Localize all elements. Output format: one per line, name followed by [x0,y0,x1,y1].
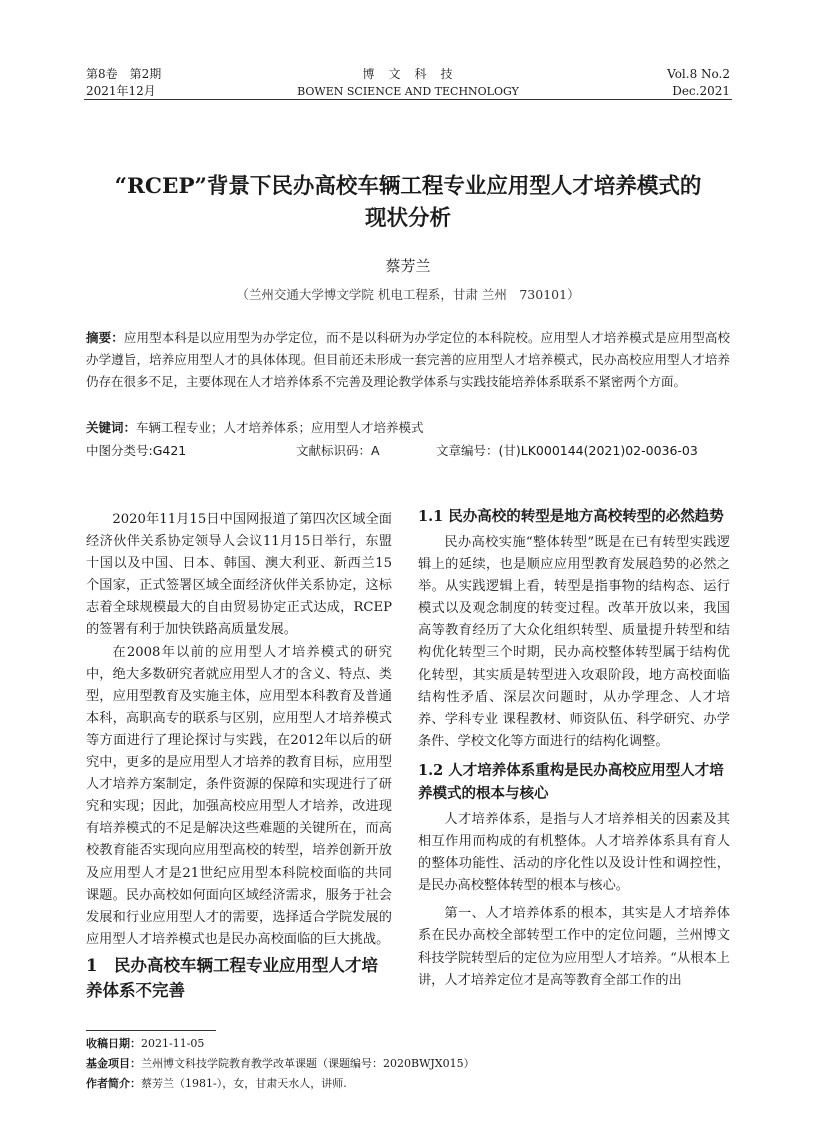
section-heading-1: 1 民办高校车辆工程专业应用型人才培养体系不完善 [86,955,378,1000]
footnote-received [86,1034,204,1053]
paragraph: 民办高校实施“整体转型”既是在已有转型实践逻辑上的延续，也是顺应应用型教育发展趋势的必然之举。从实践逻辑上看，转型是指事物的结构态、运行模式以及观念制度的转变过程。改革开放以来，我国高等教育经历了大众化组织转型、质量提升转型和结构优化转型三个时期，民办高校整体转型属于结构优化转型，其实质是转型进入攻艰阶段，地方高校面临结构性矛盾、深层次问题时，从办学理念、人才培养、学科专业 课程教材、师资队伍、科学研究、办学条件、学校文化等方面进行的结构化调整。 [418,535,730,749]
fund-text: 兰州博文科技学院教育教学改革课题（课题编号：2020BWJX015） [141,1057,475,1070]
author-affiliation: （兰州交通大学博文学院 机电工程系，甘肃 兰州 730101） [236,287,580,302]
fund-label: 基金项目： [86,1057,141,1070]
journal-name: 博 文 科 技 [362,67,454,81]
author-name: 蔡芳兰 [385,257,431,275]
author-info-label: 作者简介： [86,1077,141,1090]
paragraph: 2020年11月15日中国网报道了第四次区域全面经济伙伴关系协定领导人会议11月15日举行，东盟十国以及中国、日本、韩国、澳大利亚、新西兰15个国家，正式签署区域全面经济伙伴关系协定，这标志着全球规模最大的自由贸易协定正式达成，RCEP的签署有利于加快铁路高质量发展。 [86,512,392,638]
article-number: 文章编号：(甘)LK000144(2021)02-0036-03 [436,443,698,458]
footnote-rule [86,1030,216,1031]
keywords-text: 车辆工程专业；人才培养体系；应用型人才培养模式 [136,420,424,435]
keywords-label: 关键词： [86,420,137,435]
right-column [418,505,730,992]
abstract [86,327,730,394]
journal-date-en: Dec.2021 [672,84,730,98]
journal-vol-en: Vol.8 No.2 [667,67,730,81]
title-line-2: 现状分析 [364,206,451,231]
journal-date: 2021年12月 [86,84,156,98]
journal-name-en: BOWEN SCIENCE AND TECHNOLOGY [297,85,519,98]
paragraph: 第一、人才培养体系的根本，其实是人才培养体系在民办高校全部转型工作中的定位问题，兰州博文科技学院转型后的定位为应用型人才培养。“从根本上讲，人才培养定位才是高等教育全部工作的出 [418,906,730,988]
keywords [86,417,730,439]
header-rule [84,99,732,100]
left-column [86,509,392,1003]
paragraph: 人才培养体系，是指与人才培养相关的因素及其相互作用而构成的有机整体。人才培养体系具有育人的整体功能性、活动的序化性以及设计性和调控性，是民办高校整体转型的根本与核心。 [418,811,730,894]
author-info-text: 蔡芳兰（1981-），女，甘肃天水人，讲师. [141,1077,347,1090]
abstract-label: 摘要： [86,330,124,345]
paper-title [80,171,736,235]
document-code: 文献标识码：A [296,443,380,458]
title-line-1: “RCEP”背景下民办高校车辆工程专业应用型人才培养模式的 [114,174,702,199]
section-heading-1-2: 1.2 人才培养体系重构是民办高校应用型人才培养模式的根本与核心 [418,761,724,802]
clc-number: 中图分类号:G421 [86,443,187,458]
footnote-fund [86,1054,475,1073]
paragraph: 在2008年以前的应用型人才培养模式的研究中，绝大多数研究者就应用型人才的含义、特点、类型，应用型教育及实施主体，应用型本科教育及普通本科，高职高专的联系与区别，应用型人才培养模式等方面进行了理论探讨与实践，在2012年以后的研究中，更多的是应用型人才培养的教育目标，应用型人才培养方案制定，条件资源的保障和实现进行了研究和实现；因此，加强高校应用型人才培养，改进现有培养模式的不足是解决这些难题的关键所在，而高校教育能否实现向应用型高校的转型，培养创新开放及应用型人才是21世纪应用型本科院校面临的共同课题。民办高校如何面向区域经济需求，服务于社会发展和行业应用型人才的需要，选择适合学院发展的应用型人才培养模式也是民办高校面临的巨大挑战。 [86,644,392,947]
footnote-author [86,1074,347,1093]
received-date: 2021-11-05 [141,1037,205,1050]
received-label: 收稿日期： [86,1037,141,1050]
section-heading-1-1: 1.1 民办高校的转型是地方高校转型的必然趋势 [418,508,724,525]
journal-volume: 第8卷 第2期 [86,67,162,81]
abstract-text: 应用型本科是以应用型为办学定位，而不是以科研为办学定位的本科院校。应用型人才培养模式是应用型高校办学遵旨，培养应用型人才的具体体现。但目前还未形成一套完善的应用型人才培养模式，民办高校应用型人才培养仍存在很多不足，主要体现在人才培养体系不完善及理论教学体系与实践技能培养体系联系不紧密两个方面。 [86,330,730,390]
